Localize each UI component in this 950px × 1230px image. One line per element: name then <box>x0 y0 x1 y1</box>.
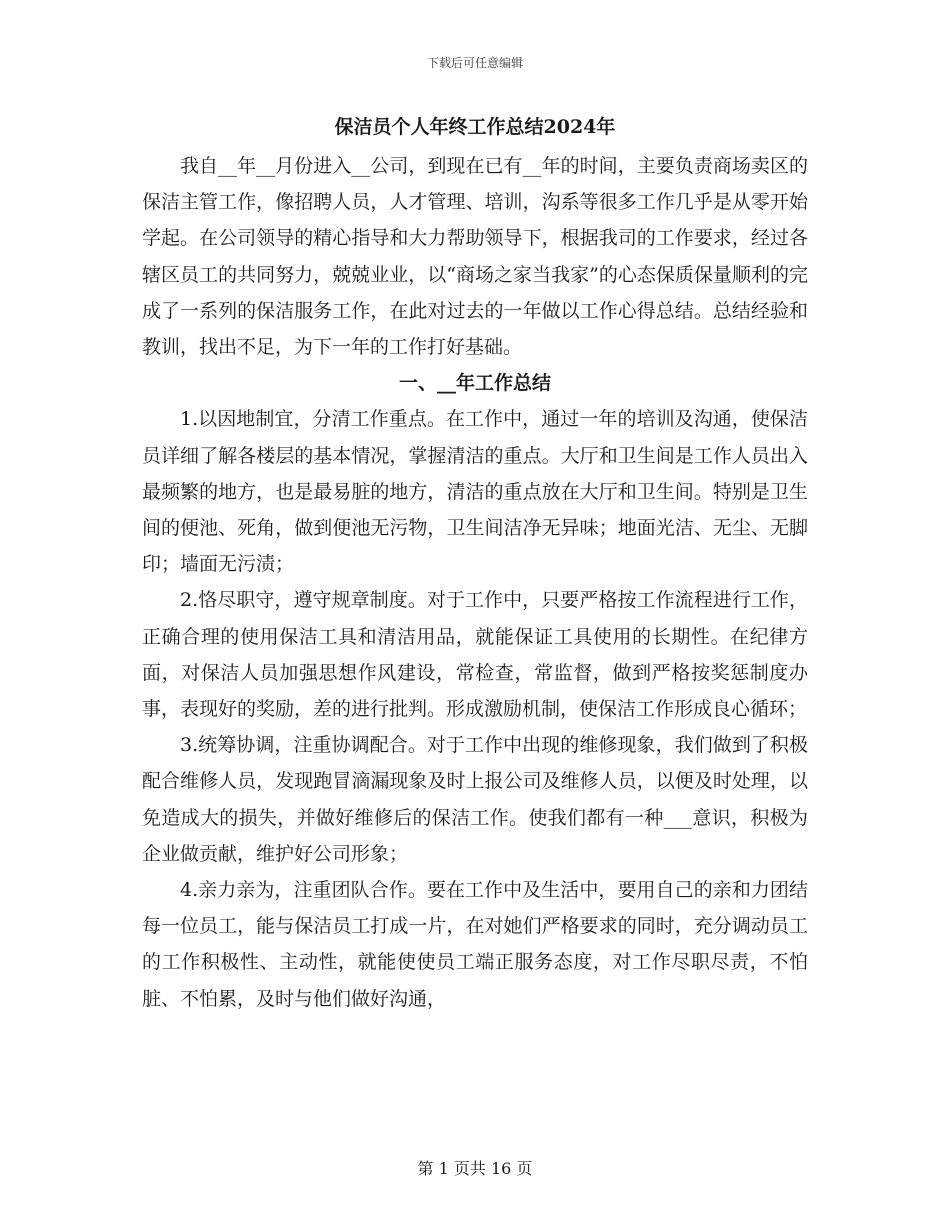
item-paragraph-4: 4.亲力亲为，注重团队合作。要在工作中及生活中，要用自己的亲和力团结每一位员工，能与保洁员工打成一片，在对她们严格要求的同时，充分调动员工的工作积极性、主动性，就能使使员工端正服务态度，对工作尽职尽责，不怕脏、不怕累，及时与他们做好沟通， <box>142 879 808 1010</box>
item-paragraph-1: 1.以因地制宜，分清工作重点。在工作中，通过一年的培训及沟通，使保洁员详细了解各楼层的基本情况，掌握清洁的重点。大厅和卫生间是工作人员出入最频繁的地方，也是最易脏的地方，清洁的重点放在大厅和卫生间。特别是卫生间的便池、死角，做到便池无污物，卫生间洁净无异味；地面光洁、无尘、无脚印；墙面无污渍； <box>142 408 808 576</box>
item-paragraph-3: 3.统筹协调，注重协调配合。对于工作中出现的维修现象，我们做到了积极配合维修人员，发现跑冒滴漏现象及时上报公司及维修人员，以便及时处理，以免造成大的损失，并做好维修后的保洁工作。使我们都有一种___意识，积极为企业做贡献，维护好公司形象； <box>142 734 808 865</box>
document-title: 保洁员个人年终工作总结2024年 <box>334 116 616 138</box>
page-number-footer: 第 1 页共 16 页 <box>417 1159 533 1178</box>
document-body <box>142 112 808 1017</box>
header-note: 下载后可任意编辑 <box>426 56 523 70</box>
intro-paragraph: 我自__年__月份进入__公司，到现在已有__年的时间，主要负责商场卖区的保洁主管工作，像招聘人员，人才管理、培训，沟系等很多工作几乎是从零开始学起。在公司领导的精心指导和大力帮助领导下，根据我司的工作要求，经过各辖区员工的共同努力，兢兢业业，以“商场之家当我家”的心态保质保量顺利的完成了一系列的保洁服务工作，在此对过去的一年做以工作心得总结。总结经验和教训，找出不足，为下一年的工作打好基础。 <box>142 155 808 359</box>
item-paragraph-2: 2.恪尽职守，遵守规章制度。对于工作中，只要严格按工作流程进行工作，正确合理的使用保洁工具和清洁用品，就能保证工具使用的长期性。在纪律方面，对保洁人员加强思想作风建设，常检查，常监督，做到严格按奖惩制度办事，表现好的奖励，差的进行批判。形成激励机制，使保洁工作形成良心循环； <box>142 589 808 721</box>
section-heading: 一、__年工作总结 <box>398 372 551 395</box>
